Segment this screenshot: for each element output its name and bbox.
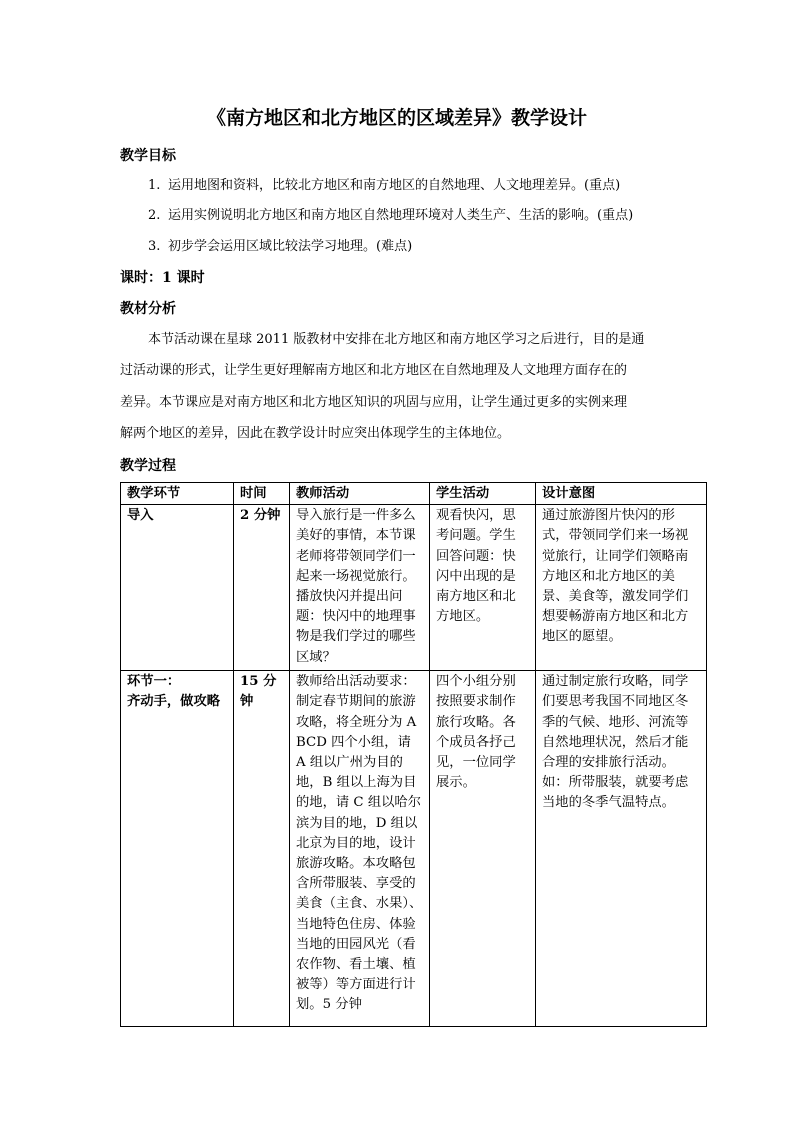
process-heading: 教学过程	[120, 458, 176, 474]
teacher-activity-cell: 导入旅行是一件多么美好的事情，本节课老师将带领同学们一起来一场视觉旅行。播放快闪并提出问题：快闪中的地理事物是我们学过的哪些区域？	[290, 505, 430, 671]
objective-text: 运用实例说明北方地区和南方地区自然地理环境对人类生产、生活的影响。(重点)	[168, 208, 634, 223]
stage-cell	[121, 671, 234, 1027]
stage-cell	[121, 505, 234, 671]
student-activity-cell: 四个小组分别按照要求制作旅行攻略。各个成员各抒己见，一位同学展示。	[430, 671, 536, 1027]
column-header-student: 学生活动	[430, 483, 536, 505]
stage-text: 齐动手，做攻略	[127, 694, 221, 710]
table-row	[121, 505, 707, 671]
class-hours: 课时：1 课时	[120, 270, 205, 286]
objective-number: 3.	[148, 239, 161, 254]
teaching-process-table	[120, 482, 707, 1027]
objectives-heading: 教学目标	[120, 148, 176, 164]
objective-item	[148, 206, 633, 226]
objective-number: 1.	[148, 178, 161, 193]
analysis-line: 过活动课的形式，让学生更好理解南方地区和北方地区在自然地理及人文地理方面存在的	[120, 363, 628, 378]
objective-number: 2.	[148, 208, 161, 223]
analysis-line: 差异。本节课应是对南方地区和北方地区知识的巩固与应用，让学生通过更多的实例来理	[120, 395, 628, 410]
column-header-intent: 设计意图	[536, 483, 707, 505]
design-intent-cell: 通过旅游图片快闪的形式，带领同学们来一场视觉旅行，让同学们领略南方地区和北方地区的美景、美食等，激发同学们想要畅游南方地区和北方地区的愿望。	[536, 505, 707, 671]
stage-text: 环节一：	[127, 674, 181, 690]
column-header-teacher: 教师活动	[290, 483, 430, 505]
table-header-row	[121, 483, 707, 505]
stage-text: 导入	[127, 508, 154, 524]
document-title: 《南方地区和北方地区的区域差异》教学设计	[206, 107, 587, 129]
time-cell: 2 分钟	[234, 505, 290, 671]
table-row	[121, 671, 707, 1027]
analysis-line: 解两个地区的差异，因此在教学设计时应突出体现学生的主体地位。	[120, 426, 511, 441]
objective-text: 初步学会运用区域比较法学习地理。(难点)	[168, 239, 413, 254]
teacher-activity-cell: 教师给出活动要求：制定春节期间的旅游攻略，将全班分为 ABCD 四个小组，请 A 组以广州为目的地，B 组以上海为目的地，请 C 组以哈尔滨为目的地，D 组以北京为目的地，设计旅游攻略。本攻略包含所带服装、享受的美食（主食、水果）、当地特色住房、体验当地的田园风光（看农作物、看土壤、植被等）等方面进行计划。5 分钟	[290, 671, 430, 1027]
objective-text: 运用地图和资料，比较北方地区和南方地区的自然地理、人文地理差异。(重点)	[168, 178, 621, 193]
time-cell: 15 分钟	[234, 671, 290, 1027]
column-header-time: 时间	[234, 483, 290, 505]
student-activity-cell: 观看快闪，思考问题。学生回答问题：快闪中出现的是南方地区和北方地区。	[430, 505, 536, 671]
analysis-line: 本节活动课在星球 2011 版教材中安排在北方地区和南方地区学习之后进行，目的是通	[148, 332, 645, 347]
objective-item	[148, 176, 620, 196]
objective-item	[148, 237, 412, 257]
design-intent-cell: 通过制定旅行攻略，同学们要思考我国不同地区冬季的气候、地形、河流等自然地理状况，然后才能合理的安排旅行活动。如：所带服装，就要考虑当地的冬季气温特点。	[536, 671, 707, 1027]
column-header-stage: 教学环节	[121, 483, 234, 505]
analysis-heading: 教材分析	[120, 301, 176, 317]
